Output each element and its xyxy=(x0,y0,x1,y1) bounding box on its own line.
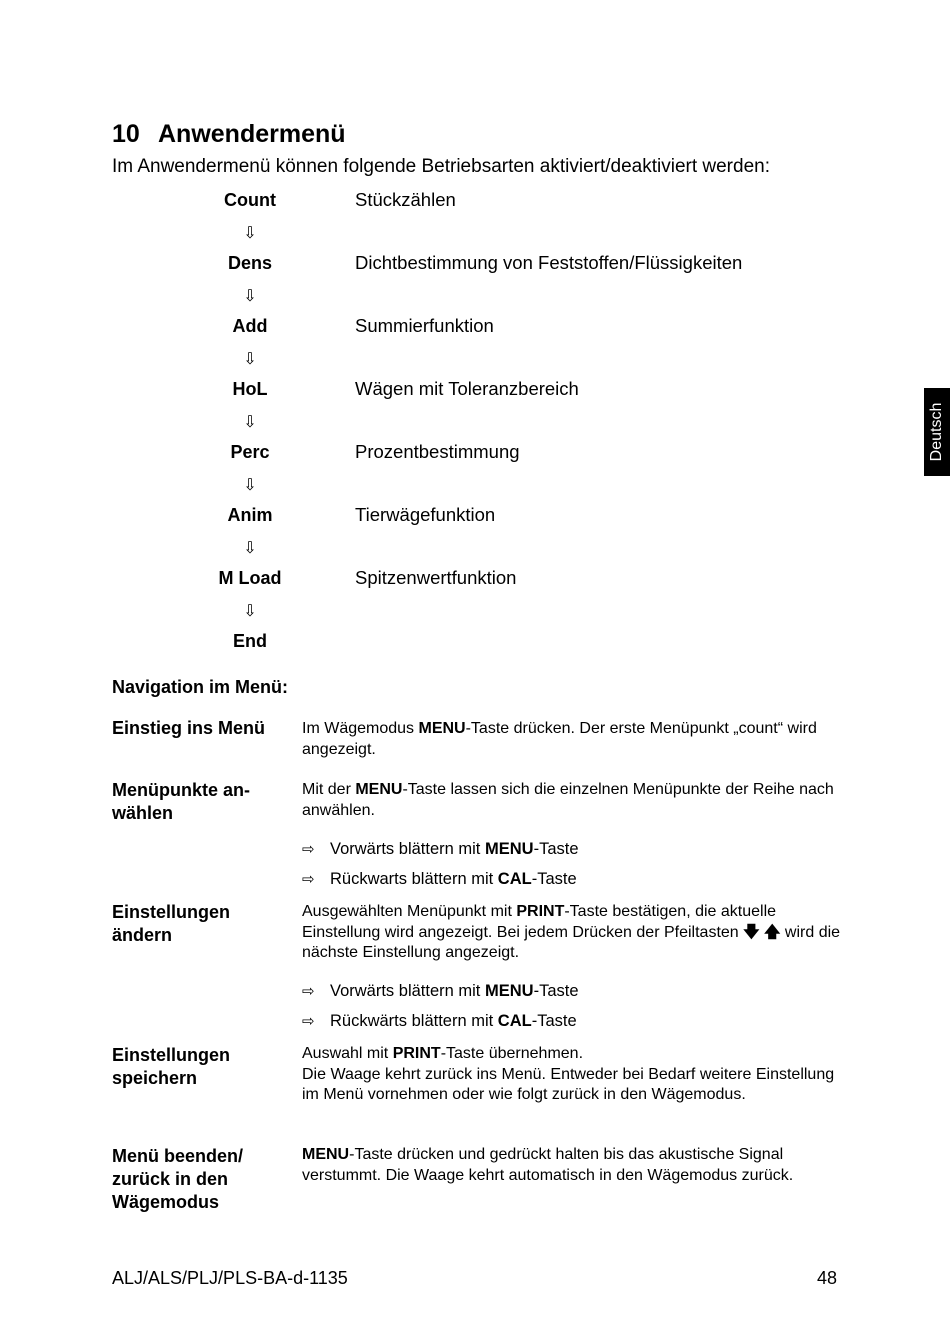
mode-code: Add xyxy=(232,316,268,336)
change-backward-bullet: ⇨ Rückwärts blättern mit CAL-Taste xyxy=(302,1012,577,1030)
arrow-down-icon: ⇩ xyxy=(243,351,257,368)
mode-description: Spitzenwertfunktion xyxy=(355,567,517,588)
arrow-down-icon: ⇩ xyxy=(243,603,257,620)
section-title: Anwendermenü xyxy=(158,120,346,148)
mode-code: End xyxy=(233,631,267,651)
mode-description: Prozentbestimmung xyxy=(355,441,520,462)
mode-code: Count xyxy=(224,190,276,210)
arrow-right-icon: ⇨ xyxy=(302,1013,315,1030)
footer-document-id: ALJ/ALS/PLJ/PLS-BA-d-1135 xyxy=(112,1268,348,1288)
select-forward-bullet: ⇨ Vorwärts blättern mit MENU-Taste xyxy=(302,840,579,858)
print-key: PRINT xyxy=(516,903,565,920)
save-label: Einstellungen speichern xyxy=(112,1045,231,1088)
select-label: Menüpunkte anwählen xyxy=(112,780,251,823)
save-description: Auswahl mit PRINT-Taste übernehmen. Die Waage kehrt zurück ins Menü. Entweder bei Bedarf weitere Einstellung im Menü vornehmen oder wie folgt zurück in den Wägemodus. xyxy=(302,1045,835,1103)
exit-description: MENU-Taste drücken und gedrückt halten bis das akustische Signal verstummt. Die Waage kehrt automatisch in den Wägemodus zurück. xyxy=(302,1146,794,1184)
mode-description: Tierwägefunktion xyxy=(355,504,496,525)
change-description: Ausgewählten Menüpunkt mit PRINT-Taste bestätigen, die aktuelle Einstellung wird angezeigt. Bei jedem Drücken der Pfeiltasten 🡇 🡅 wird die nächste Einstellung angezeigt. xyxy=(302,903,841,961)
mode-code: M Load xyxy=(218,568,282,588)
mode-code: Anim xyxy=(227,505,273,525)
exit-label: Menü beenden/ zurück in den Wägemodus xyxy=(112,1146,244,1212)
mode-code: Perc xyxy=(230,442,270,462)
entry-label: Einstieg ins Menü xyxy=(112,718,266,738)
print-key: PRINT xyxy=(392,1045,441,1062)
arrow-down-icon: ⇩ xyxy=(243,477,257,494)
menu-key: MENU xyxy=(418,720,466,737)
footer-page-number: 48 xyxy=(816,1268,837,1288)
section-number: 10 xyxy=(112,120,140,148)
change-forward-bullet: ⇨ Vorwärts blättern mit MENU-Taste xyxy=(302,982,579,1000)
intro-text: Im Anwendermenü können folgende Betriebsarten aktiviert/deaktiviert werden: xyxy=(112,156,770,177)
mode-description: Stückzählen xyxy=(355,189,456,210)
arrow-right-icon: ⇨ xyxy=(302,983,315,1000)
arrow-right-icon: ⇨ xyxy=(302,871,315,888)
menu-key: MENU xyxy=(355,781,403,798)
mode-code: HoL xyxy=(232,379,268,399)
arrow-keys-icon: 🡇 🡅 xyxy=(743,923,781,941)
select-backward-bullet: ⇨ Rückwarts blättern mit CAL-Taste xyxy=(302,870,577,888)
arrow-right-icon: ⇨ xyxy=(302,841,315,858)
entry-description: Im Wägemodus MENU-Taste drücken. Der erste Menüpunkt „count“ wird angezeigt. xyxy=(302,720,817,758)
mode-description: Wägen mit Toleranzbereich xyxy=(355,378,579,399)
select-description: Mit der MENU-Taste lassen sich die einzelnen Menüpunkte der Reihe nach anwählen. xyxy=(302,781,834,819)
arrow-down-icon: ⇩ xyxy=(243,414,257,431)
mode-description: Summierfunktion xyxy=(355,315,494,336)
menu-key: MENU xyxy=(302,1146,350,1163)
change-label: Einstellungen ändern xyxy=(112,902,231,945)
arrow-down-icon: ⇩ xyxy=(243,288,257,305)
language-side-tab: Deutsch xyxy=(924,388,950,476)
arrow-down-icon: ⇩ xyxy=(243,225,257,242)
navigation-title: Navigation im Menü: xyxy=(112,677,289,697)
mode-code: Dens xyxy=(227,253,272,273)
arrow-down-icon: ⇩ xyxy=(243,540,257,557)
mode-description: Dichtbestimmung von Feststoffen/Flüssigkeiten xyxy=(355,252,743,273)
section-heading xyxy=(112,120,346,149)
